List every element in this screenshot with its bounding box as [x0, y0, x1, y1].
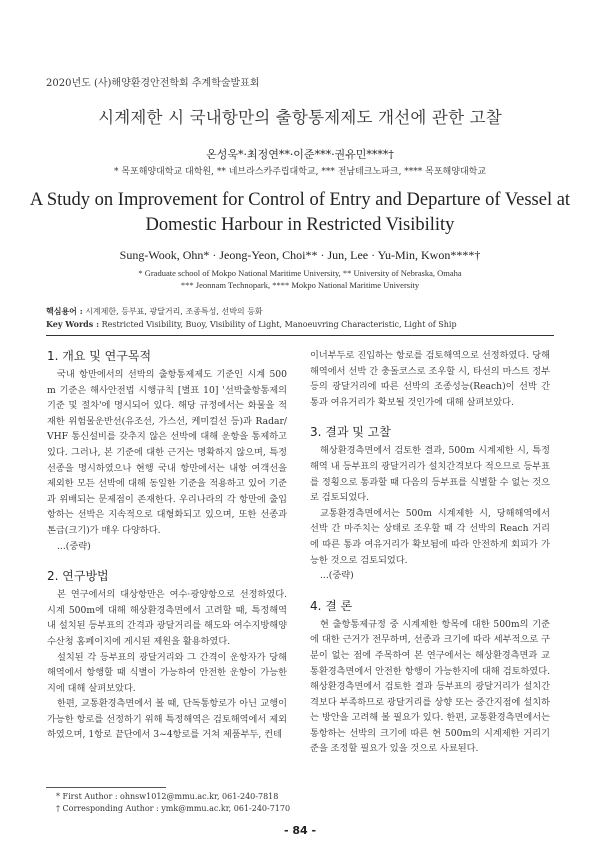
korean-authors: 온성욱*·최정연**·이준***·권유민****† [206, 148, 394, 161]
section-2-paragraph-3: 한편, 교통환경측면에서 볼 때, 단독통항로가 아닌 교행이 가능한 항로를 선정하기 위해 특정해역은 검토해역에서 제외하였으며, 1항로 끝단에서 3~4항로를 거쳐 제품부두, 컨테 [47, 698, 287, 741]
section-1-paragraph-1: 국내 항만에서의 선박의 출항통제제도 기준인 시계 500m 기준은 해사안전법 시행규칙 [별표 10] '선박출항통제의 기준 및 절차'에 명시되어 있다. 해당 규정에서는 화물을 적재한 위험물운반선(유조선, 가스선, 케미컬선 등)과 Radar/VHF 통신설비를 갖추지 않은 선박에 대해 운항을 통제하고 있다. 그러나, 본 기준에 대한 근거는 명확하지 않으며, 특정 선종을 명시하였으나 현행 국내 항만에서는 내항 여객선을 제외한 모든 선박에 대해 동일한 기준을 적용하고 있어 기준과 위배되는 문제점이 존재한다. 우리나라의 각 항만에 출입항하는 선박은 지속적으로 대형화되고 있으며, 또한 선종과 톤급(크기)가 매우 다양하다. [47, 369, 287, 536]
page-number: - 84 - [283, 824, 317, 837]
conference-header: 2020년도 (사)해양환경안전학회 추계학술발표회 [46, 78, 260, 89]
section-3-paragraph-2: 교통환경측면에서는 500m 시계제한 시, 당해해역에서 선박 간 마주치는 상태로 조우할 때 각 선박의 Reach 거리에 따른 통과 여유거리가 확보됨에 따라 안전하게 회피가 가능한 것으로 검토되었다. [310, 507, 550, 566]
english-title-line-2: Domestic Harbour in Restricted Visibility [145, 215, 455, 235]
section-1-heading: 1. 개요 및 연구목적 [47, 349, 152, 363]
footnote-corresponding-author: † Corresponding Author : ymk@mmu.ac.kr, 061-240-7170 [56, 804, 291, 813]
section-1-omission: ...(중략) [57, 540, 91, 552]
english-title [20, 188, 580, 238]
right-column [310, 348, 550, 757]
keywords-korean-text: 시계제한, 등부표, 광달거리, 조종특성, 선박의 등화 [85, 307, 263, 316]
keywords-english-label: Key Words : [46, 319, 100, 329]
section-4-paragraph-1: 현 출항통제규정 중 시계제한 항목에 대한 500m의 기준에 대한 근거가 전무하며, 선종과 크기에 따라 세부적으로 구분이 없는 점에 주목하여 본 연구에서는 해상환경측면과 교통환경측면에서 안전한 항행이 가능한지에 대해 검토하였다. 해상환경측면에서 검토한 결과 등부표의 광달거리가 설치간격보다 부족하므로 광달거리를 상향 또는 중간지점에 설치하는 방안을 고려해 볼 필요가 있다. 한편, 교통환경측면에서는 통항하는 선박의 크기에 따른 현 500m의 시계제한 거리기준을 조정할 필요가 있을 것으로 사료된다. [310, 618, 550, 755]
footnote-divider [46, 787, 166, 788]
section-2-paragraph-2: 설치된 각 등부표의 광달거리와 그 간격이 운항자가 당해해역에서 항행할 때 식별이 가능하여 안전한 운항이 가능한지에 대해 살펴보았다. [47, 651, 287, 694]
english-authors: Sung-Wook, Ohn* · Jeong-Yeon, Choi** · Jun, Lee · Yu-Min, Kwon****† [119, 248, 481, 262]
english-affiliation-line-2: *** Jeonnam Technopark, **** Mokpo National Maritime University [180, 280, 420, 290]
english-affiliation-line-1: * Graduate school of Mokpo National Maritime University, ** University of Nebraska, Omaha [138, 268, 462, 278]
section-2-paragraph-3-continued: 이너부두로 진입하는 항로를 검토해역으로 선정하였다. 당해해역에서 선박 간 충돌코스로 조우할 시, 타선의 마스트 정부등의 광달거리에 따른 선박의 조종성능(Reach)이 선박 간 통과 여유거리가 확보될 것인가에 대해 살펴보았다. [310, 350, 550, 408]
keywords-korean [46, 305, 263, 318]
footnote-first-author: * First Author : ohnsw1012@mmu.ac.kr, 061-240-7818 [56, 792, 279, 801]
english-title-line-1: A Study on Improvement for Control of Entry and Departure of Vessel at [29, 190, 571, 210]
section-2-paragraph-1: 본 연구에서의 대상항만은 여수·광양항으로 선정하였다. 시계 500m에 대해 해상환경측면에서 고려할 때, 특정해역 내 설치된 등부표의 간격과 광달거리를 해도와 여수지방해양수산청 홈페이지에 게시된 제원을 활용하였다. [47, 589, 287, 647]
korean-title: 시계제한 시 국내항만의 출항통제제도 개선에 관한 고찰 [98, 108, 502, 127]
section-3-paragraph-1: 해상환경측면에서 검토한 결과, 500m 시계제한 시, 특정해역 내 등부표의 광달거리가 설치간격보다 적으므로 등부표를 정횡으로 통과할 때 다음의 등부표를 식별할 수 없는 것으로 검토되었다. [310, 445, 550, 504]
korean-affiliations: * 목포해양대학교 대학원, ** 네브라스카주립대학교, *** 전남테크노파크, **** 목포해양대학교 [113, 167, 487, 177]
section-4-heading: 4. 결 론 [310, 598, 353, 613]
keywords-english-text: Restricted Visibility, Buoy, Visibility of Light, Manoeuvring Characteristic, Light of Ship [101, 320, 457, 329]
left-column [47, 348, 287, 743]
keywords-english [46, 318, 457, 331]
section-3-heading: 3. 결과 및 고찰 [310, 425, 391, 440]
keywords-korean-label: 핵심용어 : [46, 306, 83, 316]
section-2-heading: 2. 연구방법 [47, 569, 109, 584]
keywords-divider [46, 335, 554, 336]
section-3-omission: ...(중략) [320, 570, 354, 582]
